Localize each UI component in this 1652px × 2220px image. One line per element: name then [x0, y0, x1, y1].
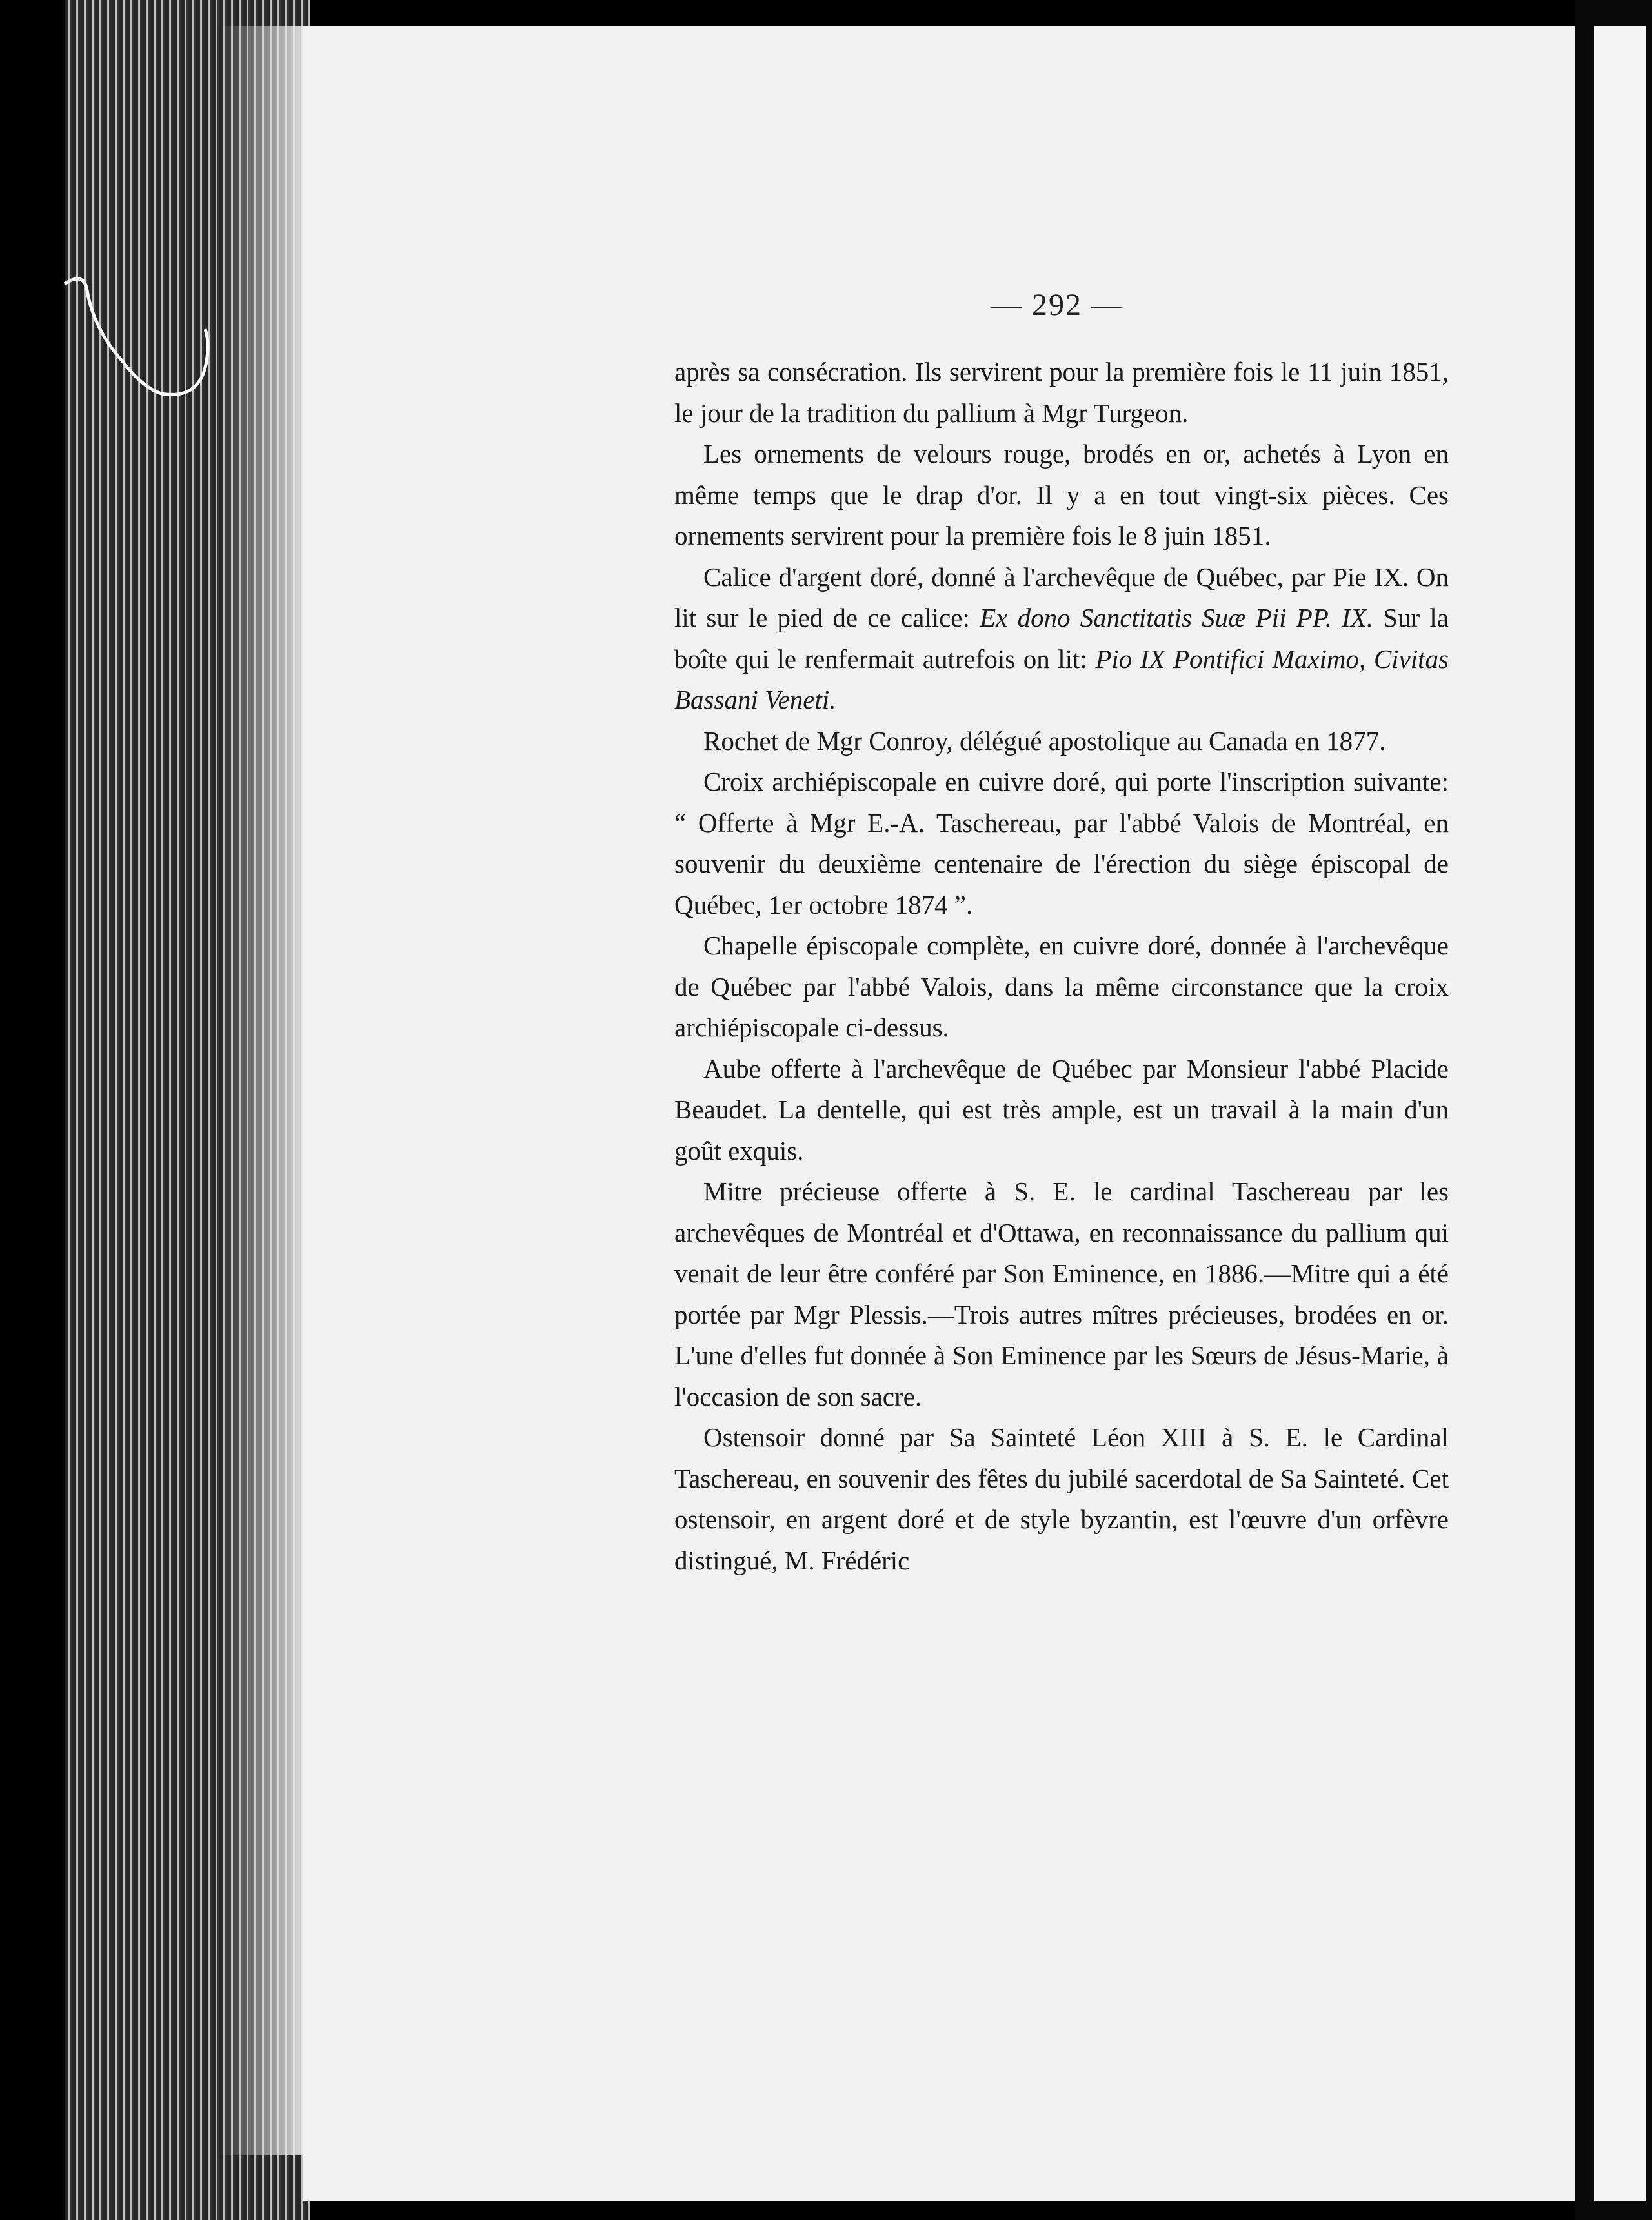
- latin-inscription: Ex dono Sanctitatis Suæ Pii PP. IX.: [980, 603, 1373, 632]
- pen-mark: [45, 271, 213, 452]
- paragraph: Aube offerte à l'archevêque de Québec par Monsieur l'abbé Placide Beaudet. La dentelle, qui est très ample, est un travail à la main d'un goût exquis.: [674, 1053, 1449, 1166]
- right-page-edge: [1594, 26, 1646, 2201]
- page-stack-shadow: [219, 26, 310, 2155]
- paragraph: Ostensoir donné par Sa Sainteté Léon XIII à S. E. le Cardinal Taschereau, en souvenir des fêtes du jubilé sacerdotal de Sa Sainteté. Cet ostensoir, en argent doré et de style byzantin, est l'œuvre d'un orfèvre distingué, M. Frédéric: [674, 1422, 1449, 1575]
- page-number: — 292 —: [991, 288, 1123, 322]
- paragraph: Chapelle épiscopale complète, en cuivre doré, donnée à l'archevêque de Québec par l'abbé Valois, dans la même circonstance que la croix archiépiscopale ci-dessus.: [674, 931, 1449, 1042]
- paragraph-calice: [674, 557, 1449, 721]
- paragraph-text: Calice d'argent doré, donné à l'archevêque de Québec, par Pie IX. On lit sur le pied de ce calice:: [674, 561, 1449, 632]
- paragraph: Rochet de Mgr Conroy, délégué apostolique au Canada en 1877.: [703, 725, 1386, 756]
- body-text: [674, 352, 1449, 1581]
- paragraph: Croix archiépiscopale en cuivre doré, qui porte l'inscription suivante: “ Offerte à Mgr E.-A. Taschereau, par l'abbé Valois de Montréal, en souvenir du deuxième centenaire de l'érection du siège épiscopal de Québec, 1er octobre 1874 ”.: [674, 767, 1449, 920]
- paragraph: Les ornements de velours rouge, brodés en or, achetés à Lyon en même temps que le drap d'or. Il y a en tout vingt-six pièces. Ces ornements servirent pour la première fois le 8 juin 1851.: [674, 439, 1449, 550]
- latin-inscription: Pio IX Pontifici Maximo, Civitas Bassani Veneti.: [674, 643, 1449, 714]
- paragraph-text: Sur la boîte qui le renfermait autrefois on lit:: [674, 603, 1449, 674]
- paragraph: après sa consécration. Ils servirent pour la première fois le 11 juin 1851, le jour de la tradition du pallium à Mgr Turgeon.: [674, 357, 1449, 428]
- paragraph: Mitre précieuse offerte à S. E. le cardinal Taschereau par les archevêques de Montréal et d'Ottawa, en reconnaissance du pallium qui venait de leur être conféré par Son Eminence, en 1886.—Mitre qui a été portée par Mgr Plessis.—Trois autres mîtres précieuses, brodées en or. L'une d'elles fut donnée à Son Eminence par les Sœurs de Jésus-Marie, à l'occasion de son sacre.: [674, 1176, 1449, 1411]
